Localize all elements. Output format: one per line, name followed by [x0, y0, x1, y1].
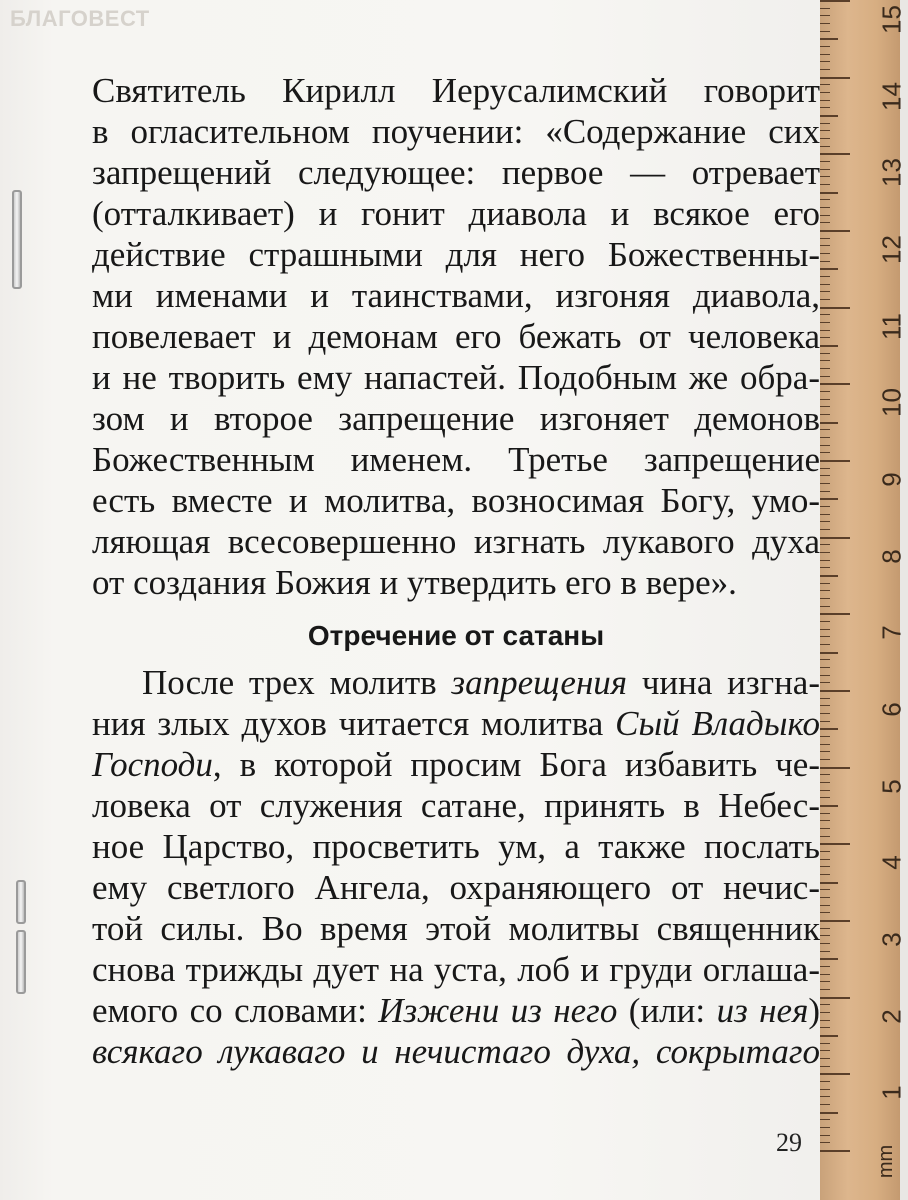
ruler-tick [820, 652, 838, 654]
ruler-tick [820, 1096, 830, 1097]
ruler-tick [820, 882, 838, 884]
ruler [820, 0, 907, 1200]
ruler-tick [820, 54, 830, 55]
ruler-tick [820, 276, 830, 277]
ruler-number: 1 [876, 1085, 907, 1101]
ruler-tick [820, 912, 830, 913]
ruler-tick [820, 1150, 850, 1152]
section-heading: Отречение от сатаны [307, 620, 605, 651]
ruler-number: 10 [876, 388, 907, 418]
ruler-tick [820, 84, 830, 85]
ruler-tick [820, 38, 838, 40]
ruler-tick [820, 69, 830, 70]
ruler-tick [820, 1081, 830, 1082]
ruler-tick [820, 828, 830, 829]
text-line: Господи, в которой просим Бога избавить че- [92, 745, 820, 784]
text-line: ное Царство, просветить ум, а также послать [92, 827, 820, 866]
ruler-tick [820, 897, 830, 898]
ruler-tick [820, 1119, 830, 1120]
ruler-tick [820, 682, 830, 683]
ruler-tick [820, 100, 830, 101]
ruler-tick [820, 468, 830, 469]
ruler-tick [820, 529, 830, 530]
text-line: той силы. Во время этой молитвы священник [92, 909, 820, 948]
ruler-tick [820, 215, 830, 216]
staple-top [12, 190, 22, 289]
ruler-tick [820, 230, 850, 232]
ruler-tick [820, 1035, 838, 1037]
ruler-tick [820, 138, 830, 139]
ruler-tick [820, 997, 850, 999]
ruler-tick [820, 552, 830, 553]
ruler-tick [820, 376, 830, 377]
ruler-tick [820, 629, 830, 630]
ruler-tick [820, 253, 830, 254]
text-line: ми именами и таинствами, изгоняя диавола, [92, 276, 820, 315]
ruler-tick [820, 1112, 838, 1114]
ruler-tick [820, 920, 850, 922]
ruler-tick [820, 169, 830, 170]
ruler-tick [820, 1004, 830, 1005]
text-line: действие страшными для него Божественны- [92, 235, 820, 274]
ruler-tick [820, 782, 830, 783]
ruler-number: 13 [876, 158, 907, 188]
ruler-tick [820, 1043, 830, 1044]
ruler-tick [820, 153, 850, 155]
ruler-number: 2 [876, 1008, 907, 1024]
ruler-tick [820, 744, 830, 745]
ruler-tick [820, 1073, 850, 1075]
ruler-number: 6 [876, 702, 907, 717]
paragraph-2 [92, 662, 820, 1072]
ruler-tick [820, 161, 830, 162]
ruler-tick [820, 805, 838, 807]
ruler-tick [820, 491, 830, 492]
ruler-tick [820, 560, 830, 561]
ruler-tick [820, 981, 830, 982]
ruler-tick [820, 1012, 830, 1013]
ruler-tick [820, 1066, 830, 1067]
ruler-tick [820, 767, 850, 769]
ruler-tick [820, 31, 830, 32]
ruler-tick [820, 859, 830, 860]
ruler-tick [820, 1104, 830, 1105]
ruler-tick [820, 299, 830, 300]
ruler-tick [820, 437, 830, 438]
ruler-number: 3 [876, 932, 907, 947]
ruler-tick [820, 667, 830, 668]
ruler-tick [820, 1058, 830, 1059]
ruler-number: 12 [876, 235, 907, 264]
ruler-tick [820, 146, 830, 147]
ruler-tick [820, 314, 830, 315]
ruler-tick [820, 544, 830, 545]
ruler-tick [820, 759, 830, 760]
staple-bottom-2 [16, 930, 26, 994]
ruler-tick [820, 498, 838, 500]
ruler-number: 14 [876, 81, 907, 111]
text-line: от создания Божия и утвердить его в вере». [92, 563, 737, 602]
ruler-tick [820, 851, 830, 852]
ruler-tick [820, 391, 830, 392]
ruler-tick [820, 843, 850, 845]
ruler-tick [820, 951, 830, 952]
text-line: ловека от служения сатане, принять в Небес- [92, 786, 820, 825]
ruler-tick [820, 751, 830, 752]
ruler-tick [820, 1027, 830, 1028]
text-line: в огласительном поучении: «Содержание сих [92, 112, 820, 151]
ruler-tick [820, 659, 830, 660]
ruler-tick [820, 644, 830, 645]
ruler-tick [820, 268, 838, 270]
ruler-tick [820, 483, 830, 484]
ruler-tick [820, 199, 830, 200]
ruler-tick [820, 284, 830, 285]
ruler-tick [820, 905, 830, 906]
ruler-number: 4 [876, 855, 907, 871]
ruler-tick [820, 8, 830, 9]
ruler-tick [820, 291, 830, 292]
ruler-tick [820, 429, 830, 430]
ruler-tick [820, 399, 830, 400]
ruler-tick [820, 935, 830, 936]
ruler-tick [820, 989, 830, 990]
ruler-tick [820, 330, 830, 331]
ruler-tick [820, 422, 838, 424]
ruler-tick [820, 23, 830, 24]
ruler-tick [820, 322, 830, 323]
ruler-tick [820, 598, 830, 599]
ruler-tick [820, 0, 850, 2]
text-line: емого со словами: Изжени из него (или: из нея) [92, 991, 820, 1030]
ruler-tick [820, 866, 830, 867]
text-line: ляющая всесовершенно изгнать лукавого духа [92, 522, 820, 561]
ruler-number: 15 [876, 5, 907, 34]
ruler-tick [820, 452, 830, 453]
ruler-tick [820, 337, 830, 338]
text-line: есть вместе и молитва, возносимая Богу, умо- [92, 481, 820, 520]
ruler-tick [820, 245, 830, 246]
ruler-tick [820, 820, 830, 821]
text-line: зом и второе запрещение изгоняет демонов [92, 399, 820, 438]
ruler-tick [820, 1050, 830, 1051]
ruler-tick [820, 621, 830, 622]
ruler-tick [820, 590, 830, 591]
ruler-tick [820, 583, 830, 584]
ruler-tick [820, 115, 838, 117]
text-line: ему светлого Ангела, охраняющего от нечис- [92, 868, 820, 907]
ruler-tick [820, 736, 830, 737]
ruler-tick [820, 721, 830, 722]
ruler-tick [820, 130, 830, 131]
ruler-tick [820, 345, 838, 347]
ruler-number: 7 [876, 625, 907, 641]
ruler-number: 5 [876, 778, 907, 794]
text-line: повелевает и демонам его бежать от человека [92, 317, 820, 356]
ruler-tick [820, 176, 830, 177]
staple-bottom-1 [16, 880, 26, 924]
ruler-tick [820, 974, 830, 975]
ruler-tick [820, 675, 830, 676]
ruler-tick [820, 360, 830, 361]
ruler-tick [820, 460, 850, 462]
ruler-tick [820, 222, 830, 223]
ruler-tick [820, 613, 850, 615]
ruler-number: 11 [876, 312, 907, 340]
text-line: запрещений следующее: первое — отревает [92, 153, 820, 192]
ruler-tick [820, 368, 830, 369]
ruler-tick [820, 92, 830, 93]
text-line: (отталкивает) и гонит диавола и всякое его [92, 194, 820, 233]
ruler-tick [820, 15, 830, 16]
ruler-tick [820, 123, 830, 124]
ruler-tick [820, 521, 830, 522]
ruler-tick [820, 192, 838, 194]
ruler-tick [820, 636, 830, 637]
ruler-tick [820, 889, 830, 890]
ruler-tick [820, 207, 830, 208]
watermark-logo: БЛАГОВЕСТ [10, 6, 150, 31]
ruler-tick [820, 575, 838, 577]
ruler-tick [820, 690, 850, 692]
ruler-tick [820, 537, 850, 539]
text-line: всякаго лукаваго и нечистаго духа, сокрытаго [92, 1032, 820, 1071]
ruler-tick [820, 1020, 830, 1021]
ruler-tick [820, 705, 830, 706]
ruler-tick [820, 836, 830, 837]
text-line: Святитель Кирилл Иерусалимский говорит [92, 71, 820, 110]
ruler-tick [820, 698, 830, 699]
ruler-tick [820, 774, 830, 775]
ruler-tick [820, 475, 830, 476]
ruler-tick [820, 1089, 830, 1090]
ruler-tick [820, 353, 830, 354]
ruler-tick [820, 813, 830, 814]
page-text [92, 70, 820, 1072]
ruler-tick [820, 414, 830, 415]
ruler-tick [820, 61, 830, 62]
ruler-tick [820, 728, 838, 730]
text-line: снова трижды дует на уста, лоб и груди оглаша- [92, 950, 820, 989]
ruler-tick [820, 506, 830, 507]
text-line: и не творить ему напастей. Подобным же обра- [92, 358, 820, 397]
ruler-tick [820, 567, 830, 568]
ruler-tick [820, 713, 830, 714]
ruler-tick [820, 606, 830, 607]
ruler-tick [820, 261, 830, 262]
ruler-tick [820, 107, 830, 108]
page-number: 29 [776, 1128, 802, 1157]
ruler-tick [820, 383, 850, 385]
ruler-tick [820, 874, 830, 875]
ruler-tick [820, 958, 838, 960]
ruler-tick [820, 1127, 830, 1128]
ruler-unit-label: mm [875, 1144, 898, 1179]
paragraph-1 [92, 70, 820, 603]
ruler-tick [820, 790, 830, 791]
ruler-tick [820, 307, 850, 309]
ruler-tick [820, 445, 830, 446]
ruler-tick [820, 406, 830, 407]
ruler-tick [820, 238, 830, 239]
ruler-number: 9 [876, 472, 907, 487]
ruler-tick [820, 77, 850, 79]
text-line: ния злых духов читается молитва Сый Владыко [92, 704, 820, 743]
ruler-tick [820, 928, 830, 929]
ruler-tick [820, 1135, 830, 1136]
ruler-tick [820, 1142, 830, 1143]
ruler-tick [820, 943, 830, 944]
text-line: Божественным именем. Третье запрещение [92, 440, 820, 479]
ruler-tick [820, 514, 830, 515]
text-line: После трех молитв запрещения чина изгна- [142, 663, 820, 702]
ruler-tick [820, 46, 830, 47]
ruler-tick [820, 184, 830, 185]
ruler-tick [820, 797, 830, 798]
ruler-tick [820, 966, 830, 967]
ruler-number: 8 [876, 548, 907, 564]
